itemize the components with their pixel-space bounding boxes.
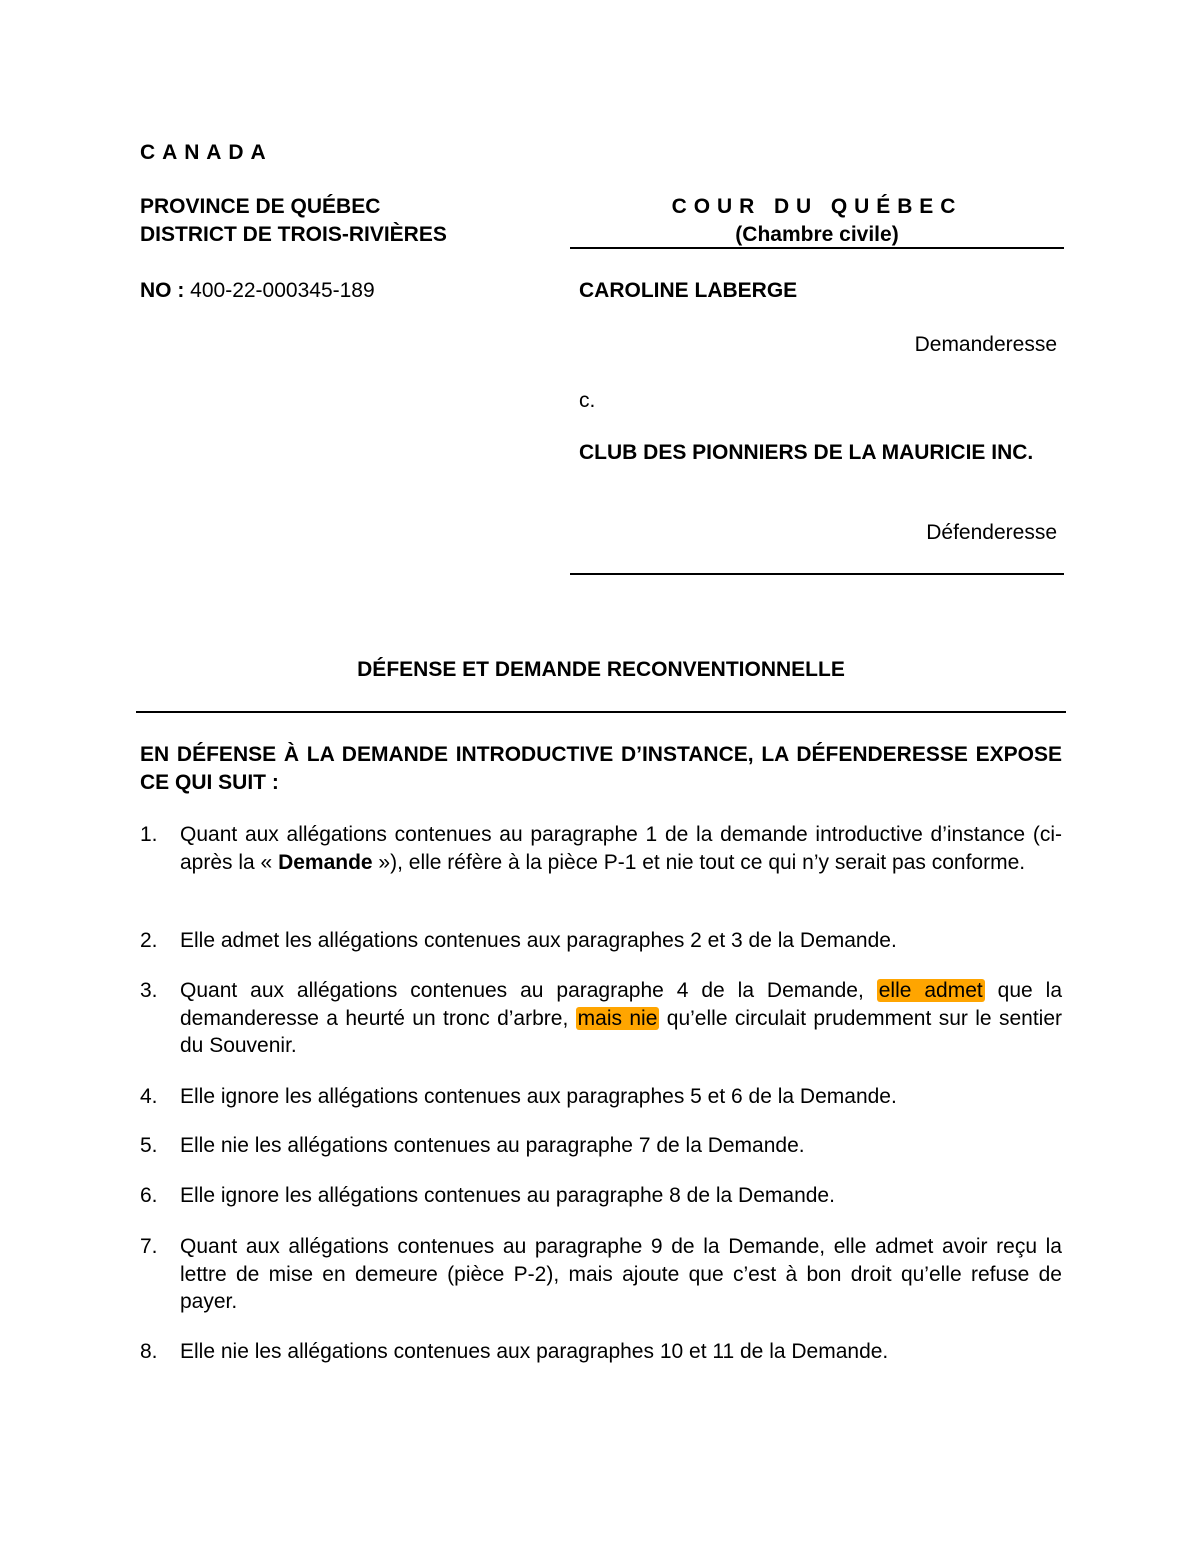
paragraph-number: 5. [140,1134,158,1157]
file-number [140,277,375,305]
paragraph-text: Elle admet les allégations contenues aux paragraphes 2 et 3 de la Demande. [180,929,897,952]
paragraph-1 [140,821,1062,876]
versus-label: c. [579,389,596,412]
court-name: COUR DU QUÉBEC [671,195,963,218]
paragraph-number: 8. [140,1340,158,1363]
district-heading: DISTRICT DE TROIS-RIVIÈRES [140,223,447,246]
paragraph-text [180,977,1062,1060]
defendant-role: Défenderesse [926,521,1057,544]
paragraph-number: 1. [140,823,158,846]
court-chamber: (Chambre civile) [735,223,899,246]
paragraph-text-part: Quant aux allégations contenues au paragraphe 1 de la demande introductive d’instance (ci-après la « [180,823,1062,874]
title-rule [136,711,1066,713]
paragraph-text-part: que la demanderesse a heurté un tronc d’arbre, [180,979,1062,1030]
paragraph-text: Elle ignore les allégations contenues au paragraphe 8 de la Demande. [180,1184,835,1207]
paragraph-6 [140,1182,1062,1210]
header-rule [570,247,1064,249]
section-heading: EN DÉFENSE À LA DEMANDE INTRODUCTIVE D’INSTANCE, LA DÉFENDERESSE EXPOSE CE QUI SUIT : [140,743,1062,794]
file-number-value: 400-22-000345-189 [190,279,375,302]
paragraph-4 [140,1083,1062,1111]
highlight-admet: elle admet [878,979,983,1002]
paragraph-7 [140,1233,1062,1316]
defendant-name [579,439,1057,467]
paragraph-number: 7. [140,1235,158,1258]
paragraph-3 [140,977,1062,1060]
paragraph-number: 3. [140,979,158,1002]
paragraph-number: 4. [140,1085,158,1108]
paragraph-text: Elle nie les allégations contenues aux paragraphes 10 et 11 de la Demande. [180,1340,889,1363]
paragraph-text: Quant aux allégations contenues au paragraphe 9 de la Demande, elle admet avoir reçu la lettre de mise en demeure (pièce P-2), mais ajoute que c’est à bon droit qu’elle refuse de payer. [180,1235,1062,1313]
paragraph-5 [140,1132,1062,1160]
province-heading: PROVINCE DE QUÉBEC [140,195,381,218]
paragraph-text-part: Quant aux allégations contenues au paragraphe 4 de la Demande, [180,979,877,1002]
defined-term: Demande [278,850,373,874]
document-title: DÉFENSE ET DEMANDE RECONVENTIONNELLE [357,658,845,681]
paragraph-8 [140,1338,1062,1366]
paragraph-text-part: »), elle réfère à la pièce P-1 et nie tout ce qui n’y serait pas conforme. [372,850,1026,874]
defendant-name-text: CLUB DES PIONNIERS DE LA MAURICIE INC. [579,441,1034,464]
paragraph-2 [140,927,1062,955]
paragraph-number: 6. [140,1184,158,1207]
paragraph-number: 2. [140,929,158,952]
country-heading: CANADA [140,141,273,164]
plaintiff-role: Demanderesse [914,333,1057,356]
parties-rule [570,573,1064,575]
paragraph-text: Elle nie les allégations contenues au paragraphe 7 de la Demande. [180,1134,805,1157]
highlight-nie: mais nie [577,1006,658,1030]
paragraph-text: Elle ignore les allégations contenues aux paragraphes 5 et 6 de la Demande. [180,1085,897,1108]
paragraph-text-part: qu’elle circulait prudemment sur le sentier du Souvenir. [180,1006,1062,1057]
file-number-label: NO : [140,279,185,302]
paragraph-text [180,821,1062,876]
plaintiff-name: CAROLINE LABERGE [579,279,798,302]
